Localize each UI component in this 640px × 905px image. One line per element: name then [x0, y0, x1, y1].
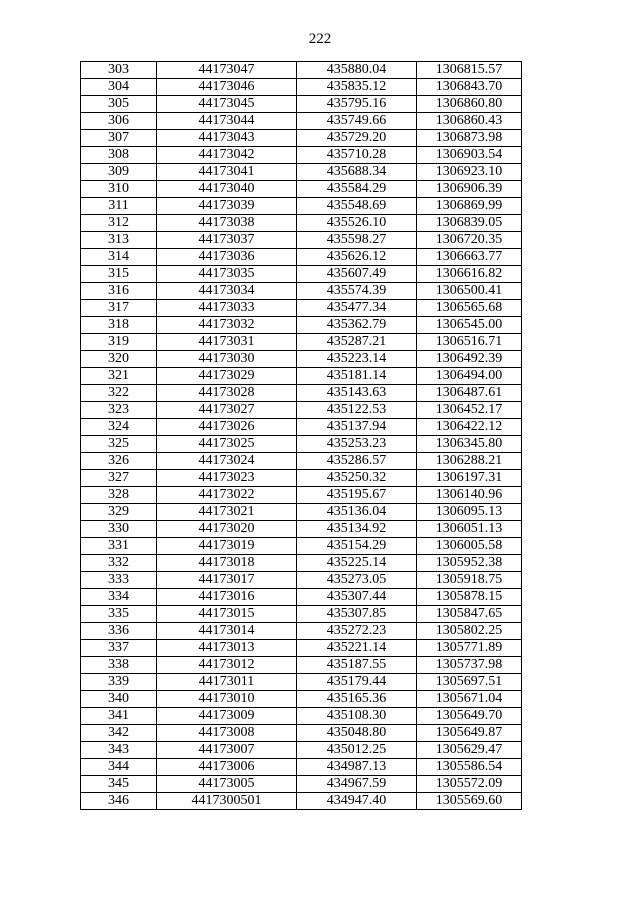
row-number-cell: 334: [81, 589, 157, 606]
point-id-cell: 44173028: [157, 385, 297, 402]
row-number-cell: 314: [81, 249, 157, 266]
point-id-cell: 44173033: [157, 300, 297, 317]
x-coordinate-cell: 435253.23: [297, 436, 417, 453]
y-coordinate-cell: 1306815.57: [417, 62, 522, 79]
point-id-cell: 44173009: [157, 708, 297, 725]
table-row: [81, 164, 522, 181]
y-coordinate-cell: 1305878.15: [417, 589, 522, 606]
y-coordinate-cell: 1305802.25: [417, 623, 522, 640]
x-coordinate-cell: 435574.39: [297, 283, 417, 300]
row-number-cell: 326: [81, 453, 157, 470]
row-number-cell: 320: [81, 351, 157, 368]
table-row: [81, 334, 522, 351]
row-number-cell: 327: [81, 470, 157, 487]
y-coordinate-cell: 1305771.89: [417, 640, 522, 657]
y-coordinate-cell: 1306869.99: [417, 198, 522, 215]
x-coordinate-cell: 435195.67: [297, 487, 417, 504]
row-number-cell: 338: [81, 657, 157, 674]
x-coordinate-cell: 435134.92: [297, 521, 417, 538]
y-coordinate-cell: 1306487.61: [417, 385, 522, 402]
x-coordinate-cell: 435626.12: [297, 249, 417, 266]
point-id-cell: 44173015: [157, 606, 297, 623]
table-row: [81, 198, 522, 215]
table-row: [81, 487, 522, 504]
point-id-cell: 44173024: [157, 453, 297, 470]
row-number-cell: 323: [81, 402, 157, 419]
table-row: [81, 283, 522, 300]
point-id-cell: 44173013: [157, 640, 297, 657]
point-id-cell: 44173037: [157, 232, 297, 249]
y-coordinate-cell: 1306873.98: [417, 130, 522, 147]
row-number-cell: 343: [81, 742, 157, 759]
table-row: [81, 130, 522, 147]
point-id-cell: 44173043: [157, 130, 297, 147]
row-number-cell: 341: [81, 708, 157, 725]
x-coordinate-cell: 435179.44: [297, 674, 417, 691]
row-number-cell: 335: [81, 606, 157, 623]
x-coordinate-cell: 434987.13: [297, 759, 417, 776]
point-id-cell: 44173029: [157, 368, 297, 385]
y-coordinate-cell: 1306051.13: [417, 521, 522, 538]
table-row: [81, 453, 522, 470]
point-id-cell: 44173018: [157, 555, 297, 572]
table-row: [81, 504, 522, 521]
point-id-cell: 44173022: [157, 487, 297, 504]
point-id-cell: 44173034: [157, 283, 297, 300]
x-coordinate-cell: 434967.59: [297, 776, 417, 793]
row-number-cell: 336: [81, 623, 157, 640]
table-row: [81, 521, 522, 538]
x-coordinate-cell: 435272.23: [297, 623, 417, 640]
row-number-cell: 311: [81, 198, 157, 215]
row-number-cell: 329: [81, 504, 157, 521]
y-coordinate-cell: 1305649.70: [417, 708, 522, 725]
table-row: [81, 640, 522, 657]
point-id-cell: 44173017: [157, 572, 297, 589]
point-id-cell: 44173016: [157, 589, 297, 606]
point-id-cell: 4417300501: [157, 793, 297, 810]
x-coordinate-cell: 435710.28: [297, 147, 417, 164]
y-coordinate-cell: 1306095.13: [417, 504, 522, 521]
row-number-cell: 309: [81, 164, 157, 181]
x-coordinate-cell: 435287.21: [297, 334, 417, 351]
y-coordinate-cell: 1305847.65: [417, 606, 522, 623]
x-coordinate-cell: 435607.49: [297, 266, 417, 283]
table-row: [81, 742, 522, 759]
point-id-cell: 44173006: [157, 759, 297, 776]
row-number-cell: 315: [81, 266, 157, 283]
point-id-cell: 44173005: [157, 776, 297, 793]
x-coordinate-cell: 435729.20: [297, 130, 417, 147]
table-row: [81, 470, 522, 487]
y-coordinate-cell: 1306492.39: [417, 351, 522, 368]
row-number-cell: 325: [81, 436, 157, 453]
y-coordinate-cell: 1306565.68: [417, 300, 522, 317]
y-coordinate-cell: 1305737.98: [417, 657, 522, 674]
table-row: [81, 725, 522, 742]
x-coordinate-cell: 435225.14: [297, 555, 417, 572]
row-number-cell: 342: [81, 725, 157, 742]
coordinates-table-body: [81, 62, 522, 810]
x-coordinate-cell: 435273.05: [297, 572, 417, 589]
point-id-cell: 44173007: [157, 742, 297, 759]
table-row: [81, 555, 522, 572]
table-row: [81, 572, 522, 589]
y-coordinate-cell: 1306923.10: [417, 164, 522, 181]
y-coordinate-cell: 1306860.80: [417, 96, 522, 113]
x-coordinate-cell: 435795.16: [297, 96, 417, 113]
row-number-cell: 313: [81, 232, 157, 249]
row-number-cell: 305: [81, 96, 157, 113]
row-number-cell: 345: [81, 776, 157, 793]
y-coordinate-cell: 1306452.17: [417, 402, 522, 419]
table-row: [81, 657, 522, 674]
x-coordinate-cell: 435137.94: [297, 419, 417, 436]
table-row: [81, 368, 522, 385]
y-coordinate-cell: 1305586.54: [417, 759, 522, 776]
page-number: 222: [308, 31, 332, 47]
x-coordinate-cell: 435835.12: [297, 79, 417, 96]
table-row: [81, 181, 522, 198]
x-coordinate-cell: 434947.40: [297, 793, 417, 810]
point-id-cell: 44173036: [157, 249, 297, 266]
table-row: [81, 538, 522, 555]
y-coordinate-cell: 1305569.60: [417, 793, 522, 810]
point-id-cell: 44173011: [157, 674, 297, 691]
row-number-cell: 304: [81, 79, 157, 96]
point-id-cell: 44173032: [157, 317, 297, 334]
point-id-cell: 44173039: [157, 198, 297, 215]
row-number-cell: 306: [81, 113, 157, 130]
x-coordinate-cell: 435187.55: [297, 657, 417, 674]
y-coordinate-cell: 1306720.35: [417, 232, 522, 249]
x-coordinate-cell: 435880.04: [297, 62, 417, 79]
table-row: [81, 385, 522, 402]
point-id-cell: 44173025: [157, 436, 297, 453]
point-id-cell: 44173031: [157, 334, 297, 351]
y-coordinate-cell: 1306903.54: [417, 147, 522, 164]
x-coordinate-cell: 435598.27: [297, 232, 417, 249]
table-row: [81, 776, 522, 793]
point-id-cell: 44173012: [157, 657, 297, 674]
table-row: [81, 759, 522, 776]
row-number-cell: 321: [81, 368, 157, 385]
x-coordinate-cell: 435221.14: [297, 640, 417, 657]
x-coordinate-cell: 435362.79: [297, 317, 417, 334]
point-id-cell: 44173020: [157, 521, 297, 538]
y-coordinate-cell: 1305629.47: [417, 742, 522, 759]
y-coordinate-cell: 1306422.12: [417, 419, 522, 436]
table-row: [81, 266, 522, 283]
row-number-cell: 339: [81, 674, 157, 691]
table-row: [81, 232, 522, 249]
point-id-cell: 44173047: [157, 62, 297, 79]
table-row: [81, 691, 522, 708]
point-id-cell: 44173044: [157, 113, 297, 130]
table-row: [81, 623, 522, 640]
y-coordinate-cell: 1306500.41: [417, 283, 522, 300]
table-row: [81, 249, 522, 266]
x-coordinate-cell: 435250.32: [297, 470, 417, 487]
row-number-cell: 318: [81, 317, 157, 334]
y-coordinate-cell: 1305918.75: [417, 572, 522, 589]
row-number-cell: 332: [81, 555, 157, 572]
table-row: [81, 606, 522, 623]
table-row: [81, 215, 522, 232]
x-coordinate-cell: 435181.14: [297, 368, 417, 385]
y-coordinate-cell: 1306839.05: [417, 215, 522, 232]
point-id-cell: 44173019: [157, 538, 297, 555]
point-id-cell: 44173038: [157, 215, 297, 232]
table-row: [81, 147, 522, 164]
y-coordinate-cell: 1306140.96: [417, 487, 522, 504]
coordinates-table: [80, 61, 522, 810]
point-id-cell: 44173026: [157, 419, 297, 436]
x-coordinate-cell: 435307.44: [297, 589, 417, 606]
x-coordinate-cell: 435108.30: [297, 708, 417, 725]
point-id-cell: 44173040: [157, 181, 297, 198]
table-row: [81, 436, 522, 453]
y-coordinate-cell: 1305697.51: [417, 674, 522, 691]
row-number-cell: 324: [81, 419, 157, 436]
x-coordinate-cell: 435165.36: [297, 691, 417, 708]
point-id-cell: 44173041: [157, 164, 297, 181]
table-row: [81, 674, 522, 691]
y-coordinate-cell: 1305649.87: [417, 725, 522, 742]
y-coordinate-cell: 1305572.09: [417, 776, 522, 793]
y-coordinate-cell: 1306516.71: [417, 334, 522, 351]
table-row: [81, 419, 522, 436]
y-coordinate-cell: 1306616.82: [417, 266, 522, 283]
point-id-cell: 44173042: [157, 147, 297, 164]
table-row: [81, 351, 522, 368]
table-row: [81, 62, 522, 79]
point-id-cell: 44173027: [157, 402, 297, 419]
x-coordinate-cell: 435122.53: [297, 402, 417, 419]
y-coordinate-cell: 1306860.43: [417, 113, 522, 130]
y-coordinate-cell: 1306345.80: [417, 436, 522, 453]
row-number-cell: 340: [81, 691, 157, 708]
x-coordinate-cell: 435154.29: [297, 538, 417, 555]
table-row: [81, 402, 522, 419]
table-row: [81, 79, 522, 96]
row-number-cell: 346: [81, 793, 157, 810]
y-coordinate-cell: 1305671.04: [417, 691, 522, 708]
x-coordinate-cell: 435526.10: [297, 215, 417, 232]
x-coordinate-cell: 435143.63: [297, 385, 417, 402]
point-id-cell: 44173046: [157, 79, 297, 96]
point-id-cell: 44173008: [157, 725, 297, 742]
y-coordinate-cell: 1306005.58: [417, 538, 522, 555]
x-coordinate-cell: 435136.04: [297, 504, 417, 521]
row-number-cell: 328: [81, 487, 157, 504]
point-id-cell: 44173014: [157, 623, 297, 640]
row-number-cell: 317: [81, 300, 157, 317]
row-number-cell: 333: [81, 572, 157, 589]
y-coordinate-cell: 1306663.77: [417, 249, 522, 266]
y-coordinate-cell: 1306545.00: [417, 317, 522, 334]
row-number-cell: 310: [81, 181, 157, 198]
table-row: [81, 96, 522, 113]
x-coordinate-cell: 435286.57: [297, 453, 417, 470]
point-id-cell: 44173035: [157, 266, 297, 283]
y-coordinate-cell: 1305952.38: [417, 555, 522, 572]
row-number-cell: 316: [81, 283, 157, 300]
row-number-cell: 330: [81, 521, 157, 538]
row-number-cell: 307: [81, 130, 157, 147]
row-number-cell: 322: [81, 385, 157, 402]
x-coordinate-cell: 435307.85: [297, 606, 417, 623]
table-row: [81, 708, 522, 725]
point-id-cell: 44173045: [157, 96, 297, 113]
point-id-cell: 44173023: [157, 470, 297, 487]
row-number-cell: 331: [81, 538, 157, 555]
y-coordinate-cell: 1306288.21: [417, 453, 522, 470]
row-number-cell: 303: [81, 62, 157, 79]
point-id-cell: 44173010: [157, 691, 297, 708]
table-row: [81, 300, 522, 317]
y-coordinate-cell: 1306906.39: [417, 181, 522, 198]
row-number-cell: 308: [81, 147, 157, 164]
table-row: [81, 589, 522, 606]
x-coordinate-cell: 435688.34: [297, 164, 417, 181]
table-row: [81, 113, 522, 130]
x-coordinate-cell: 435477.34: [297, 300, 417, 317]
row-number-cell: 344: [81, 759, 157, 776]
x-coordinate-cell: 435584.29: [297, 181, 417, 198]
y-coordinate-cell: 1306197.31: [417, 470, 522, 487]
x-coordinate-cell: 435223.14: [297, 351, 417, 368]
table-row: [81, 793, 522, 810]
table-row: [81, 317, 522, 334]
y-coordinate-cell: 1306494.00: [417, 368, 522, 385]
x-coordinate-cell: 435749.66: [297, 113, 417, 130]
x-coordinate-cell: 435012.25: [297, 742, 417, 759]
y-coordinate-cell: 1306843.70: [417, 79, 522, 96]
point-id-cell: 44173030: [157, 351, 297, 368]
x-coordinate-cell: 435548.69: [297, 198, 417, 215]
point-id-cell: 44173021: [157, 504, 297, 521]
row-number-cell: 319: [81, 334, 157, 351]
row-number-cell: 337: [81, 640, 157, 657]
row-number-cell: 312: [81, 215, 157, 232]
x-coordinate-cell: 435048.80: [297, 725, 417, 742]
